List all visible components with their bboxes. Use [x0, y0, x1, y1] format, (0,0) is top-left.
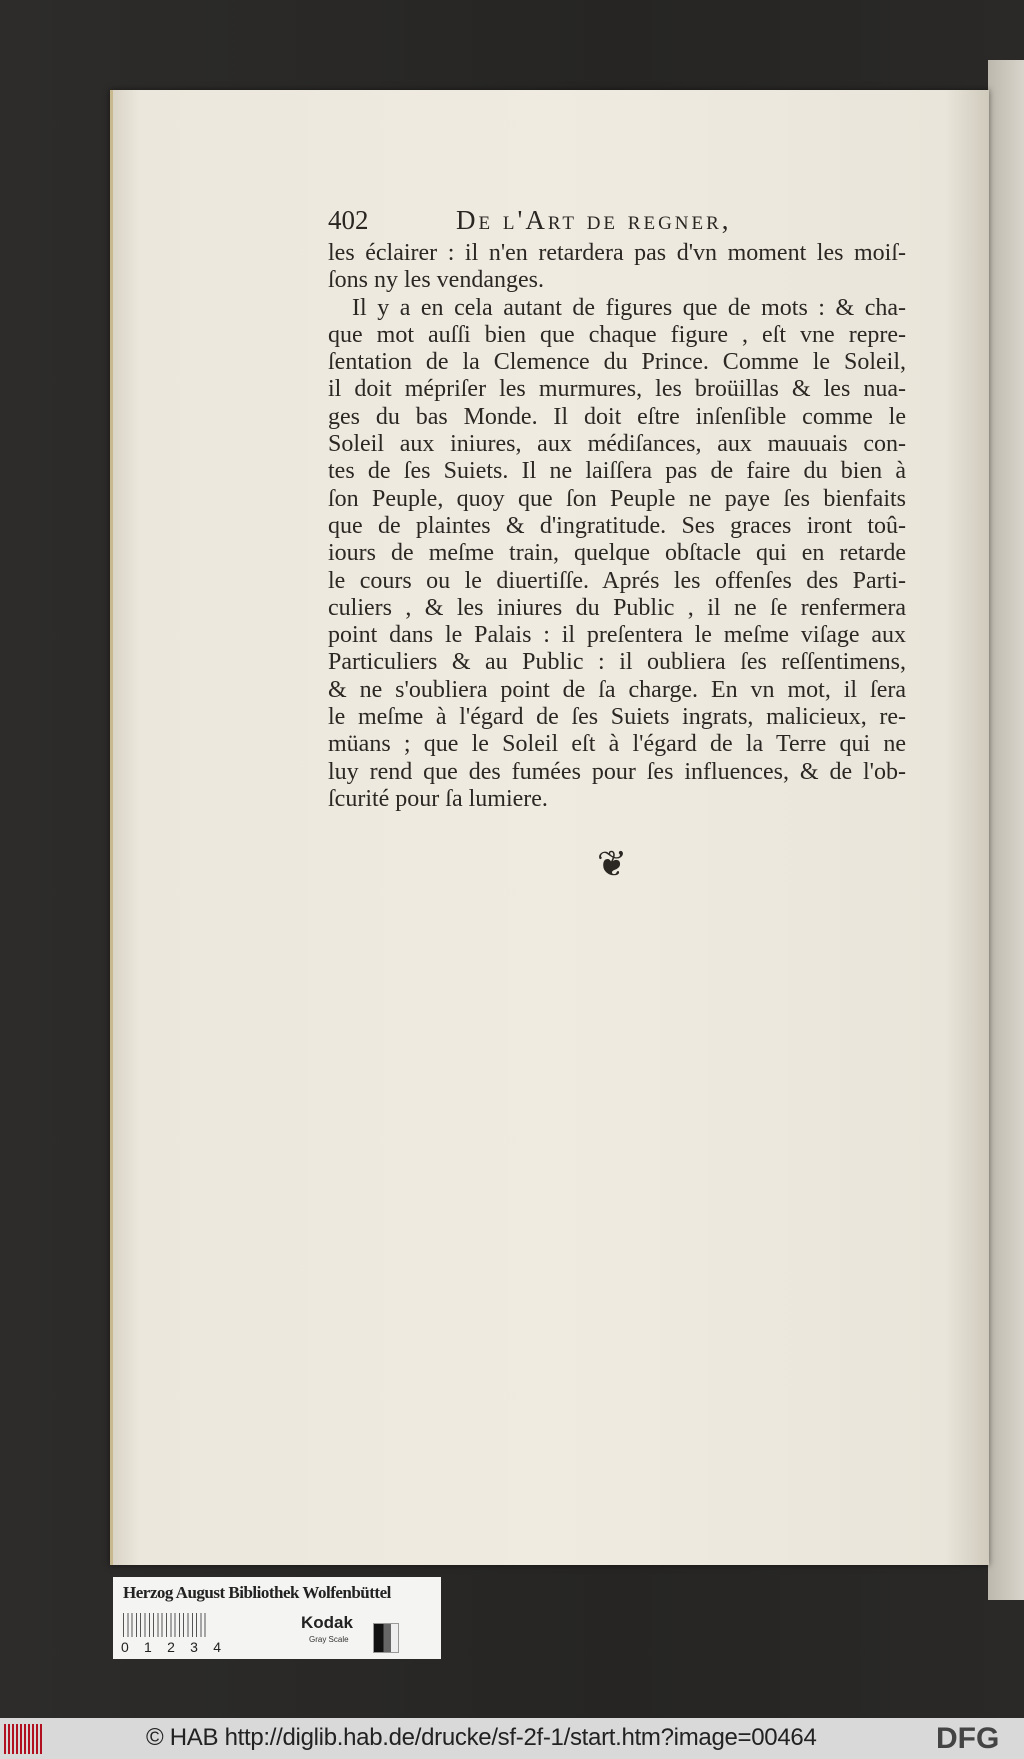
- running-title: De l'Art de regner,: [456, 205, 732, 235]
- text-line: Particuliers & au Public : il oubliera ſes reſſentimens,: [328, 649, 906, 676]
- ruler-number: 3: [190, 1639, 198, 1655]
- ruler-number: 0: [121, 1639, 129, 1655]
- text-line: le cours ou le diuertiſſe. Aprés les offenſes des Parti-: [328, 567, 906, 594]
- ruler-number: 1: [144, 1639, 152, 1655]
- text-line: luy rend que des fumées pour ſes influences, & de l'ob-: [328, 758, 906, 785]
- next-page-edge: [988, 60, 1024, 1600]
- text-line: que mot auſſi bien que chaque figure , eſt vne repre-: [328, 321, 906, 348]
- gray-scale-label: Gray Scale: [309, 1635, 349, 1644]
- text-line: ges du bas Monde. Il doit eſtre inſenſible comme le: [328, 403, 906, 430]
- text-line: tes de ſes Suiets. Il ne laiſſera pas de faire du bien à: [328, 458, 906, 485]
- library-color-card: [113, 1577, 441, 1659]
- text-line: le meſme à l'égard de ſes Suiets ingrats, malicieux, re-: [328, 704, 906, 731]
- ruler-scale: [123, 1613, 209, 1637]
- text-line: ſcurité pour ſa lumiere.: [328, 785, 548, 812]
- kodak-brand: Kodak: [301, 1613, 353, 1632]
- text-line: Soleil aux iniures, aux médiſances, aux mauuais con-: [328, 431, 906, 458]
- hab-logo-icon: [4, 1724, 44, 1754]
- text-line: ſon Peuple, quoy que ſon Peuple ne paye ſes bienfaits: [328, 485, 906, 512]
- library-name: Herzog August Bibliothek Wolfenbüttel: [123, 1583, 391, 1602]
- dfg-logo: DFG: [936, 1722, 1000, 1755]
- gray-scale-swatch: [373, 1623, 399, 1653]
- text-line: müans ; que le Soleil eſt à l'égard de la Terre qui ne: [328, 731, 906, 758]
- text-line: culiers , & les iniures du Public , il ne ſe renfermera: [328, 594, 906, 621]
- printers-ornament-icon: ❦: [596, 844, 628, 884]
- page-body-text: [328, 240, 906, 813]
- text-line: ſons ny les vendanges.: [328, 267, 544, 294]
- text-line: & ne s'oubliera point de ſa charge. En vn mot, il ſera: [328, 676, 906, 703]
- page-header: [328, 204, 908, 238]
- ruler-numbers: [121, 1639, 221, 1655]
- copyright-link[interactable]: © HAB http://diglib.hab.de/drucke/sf-2f-1/start.htm?image=00464: [146, 1724, 817, 1751]
- ruler-number: 2: [167, 1639, 175, 1655]
- page-number: 402: [328, 205, 369, 235]
- text-line: les éclairer : il n'en retardera pas d'vn moment les moiſ-: [328, 240, 906, 266]
- text-line: Il y a en cela autant de figures que de mots : & cha-: [352, 294, 906, 321]
- text-line: que de plaintes & d'ingratitude. Ses graces iront toû-: [328, 512, 906, 539]
- footer-bar: [0, 1718, 1024, 1759]
- text-line: ſentation de la Clemence du Prince. Comme le Soleil,: [328, 349, 906, 376]
- text-line: point dans le Palais : il preſentera le meſme viſage aux: [328, 622, 906, 649]
- text-line: il doit mépriſer les murmures, les broüillas & les nua-: [328, 376, 906, 403]
- ruler-number: 4: [213, 1639, 221, 1655]
- text-line: iours de meſme train, quelque obſtacle qui en retarde: [328, 540, 906, 567]
